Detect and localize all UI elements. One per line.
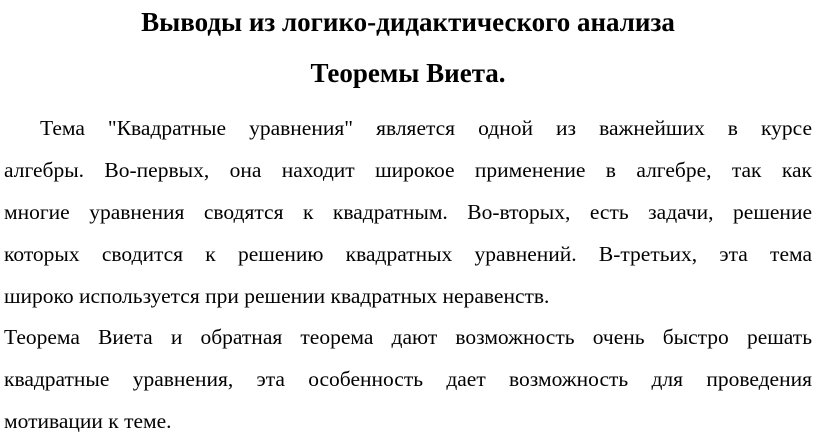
document-title-line-1: Выводы из логико-дидактического анализа (141, 7, 675, 37)
document-title-line-2: Теоремы Виета. (310, 58, 506, 88)
paragraph-2-line-3: мотивации к теме. (4, 409, 172, 433)
paragraph-1-line-2: алгебры. Во-первых, она находит широкое применение в алгебре, так как (4, 158, 812, 182)
paragraph-1-line-4: которых сводится к решению квадратных уравнений. В-третьих, эта тема (4, 242, 812, 266)
paragraph-2-line-2: квадратные уравнения, эта особенность дает возможность для проведения (4, 367, 812, 391)
paragraph-1-line-3: многие уравнения сводятся к квадратным. Во-вторых, есть задачи, решение (4, 200, 812, 224)
paragraph-1-line-5: широко используется при решении квадратных неравенств. (4, 284, 550, 308)
paragraph-1-line-1: Тема "Квадратные уравнения" является одной из важнейших в курсе (40, 116, 812, 140)
paragraph-2-line-1: Теорема Виета и обратная теорема дают возможность очень быстро решать (4, 325, 812, 349)
